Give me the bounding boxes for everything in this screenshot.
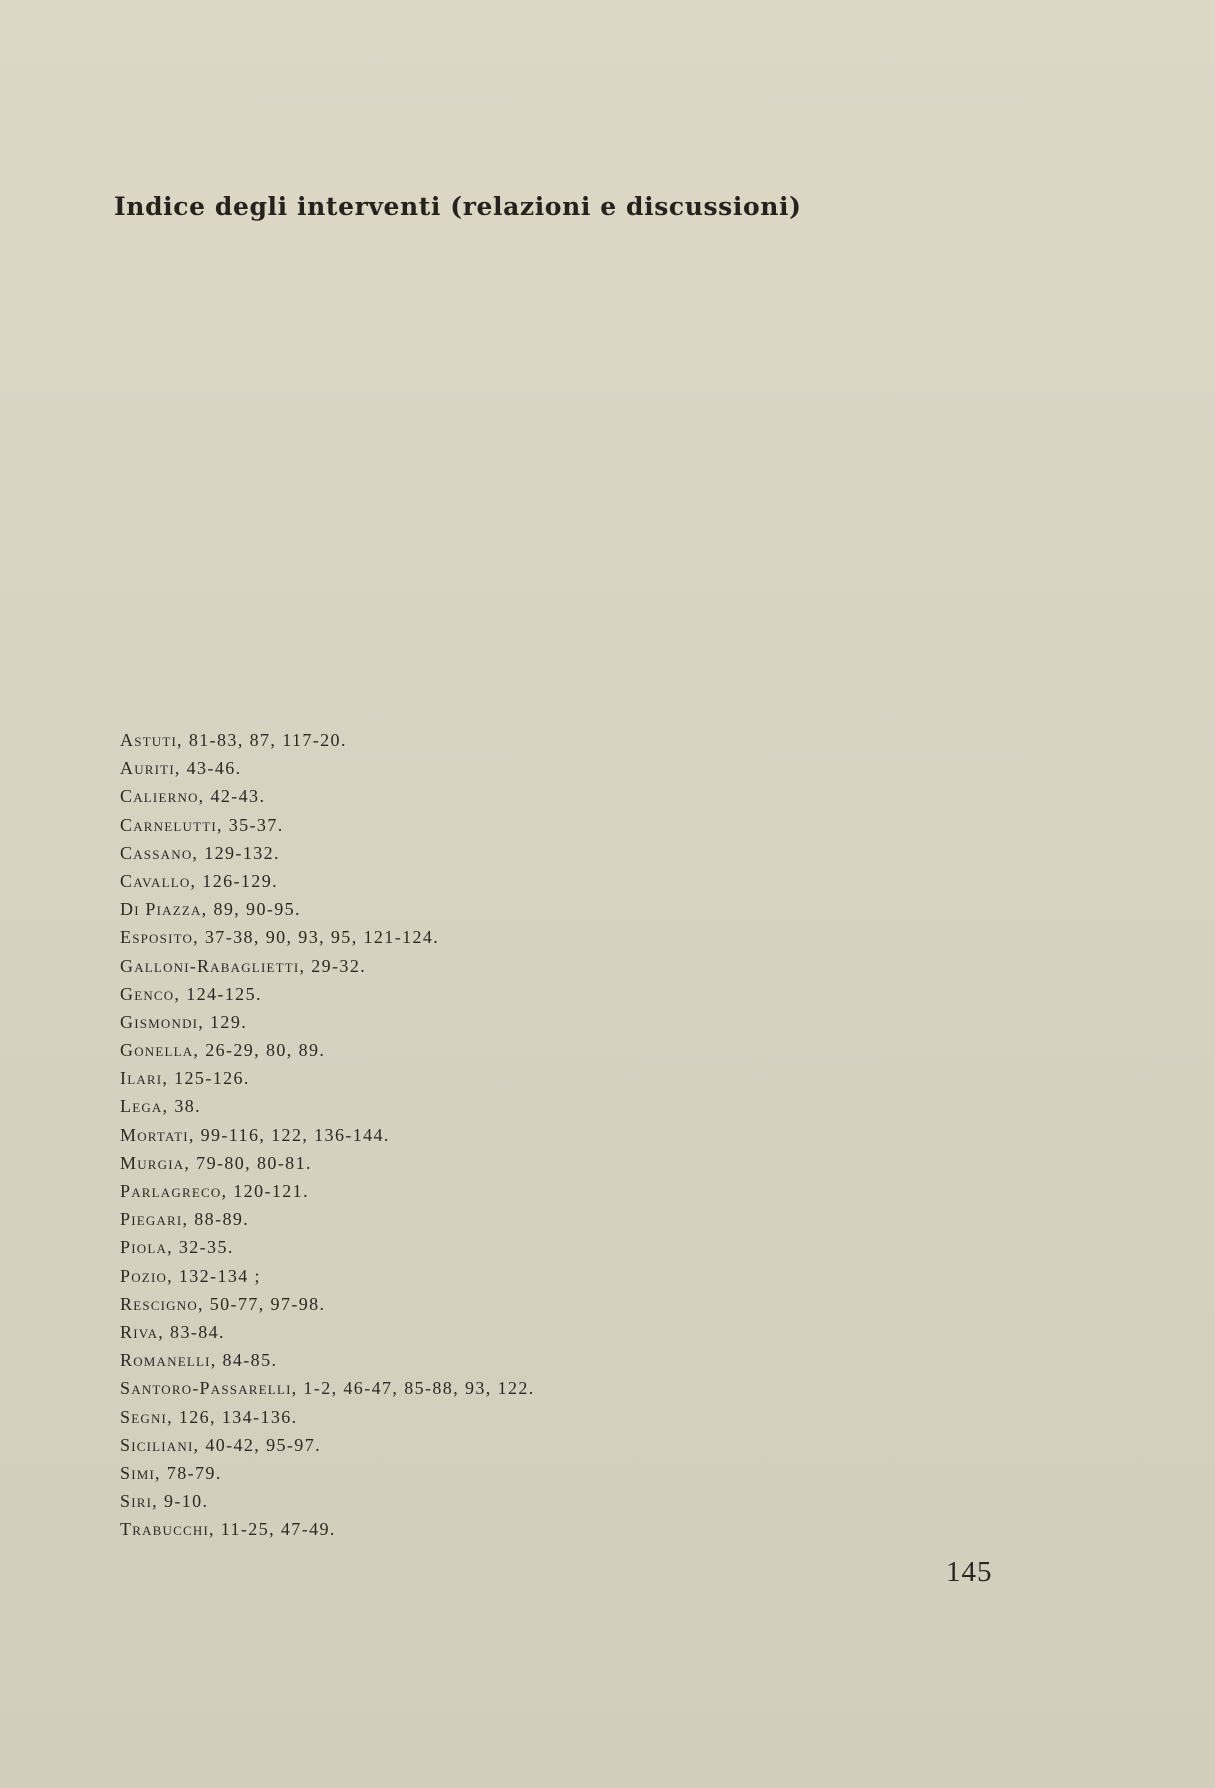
index-entry	[120, 1149, 535, 1177]
index-entry	[120, 952, 535, 980]
index-entry	[120, 1318, 535, 1346]
page-references: , 32-35.	[167, 1237, 234, 1258]
index-entry	[120, 1177, 535, 1205]
speaker-name: Santoro-Passarelli	[120, 1378, 292, 1399]
page-references: , 83-84.	[158, 1321, 225, 1342]
page-references: , 40-42, 95-97.	[193, 1434, 322, 1455]
speaker-name: Gonella	[120, 1040, 194, 1061]
page-references: , 89, 90-95.	[201, 899, 301, 920]
page-references: , 11-25, 47-49.	[208, 1519, 336, 1540]
page-references: , 43-46.	[174, 758, 242, 779]
index-entry	[120, 980, 535, 1008]
page-number: 145	[946, 1556, 993, 1588]
page-references: , 84-85.	[210, 1350, 278, 1371]
speaker-name: Rescigno	[120, 1293, 198, 1314]
page-references: , 37-38, 90, 93, 95, 121-124.	[193, 927, 440, 948]
speaker-name: Ilari	[120, 1068, 163, 1089]
page-references: , 79-80, 80-81.	[184, 1152, 312, 1173]
page-references: , 120-121.	[221, 1181, 309, 1201]
page-references: , 126, 134-136.	[167, 1406, 298, 1427]
speaker-name: Riva	[120, 1321, 159, 1342]
index-entry	[120, 1064, 535, 1092]
index-entry	[120, 1459, 535, 1487]
speaker-name: Lega	[120, 1096, 163, 1117]
page-references: , 125-126.	[162, 1068, 250, 1089]
page-references: , 124-125.	[174, 983, 262, 1004]
page-references: , 9-10.	[152, 1491, 209, 1512]
speaker-name: Simi	[120, 1462, 156, 1483]
index-entry	[120, 867, 535, 895]
page-references: , 78-79.	[155, 1462, 222, 1483]
index-entry	[120, 782, 535, 810]
speaker-name: Cavallo	[120, 870, 191, 891]
page-references: , 29-32.	[299, 955, 367, 976]
page-title: Indice degli interventi (relazioni e discussioni)	[114, 192, 802, 221]
index-entry	[120, 726, 535, 754]
index-entry	[120, 1092, 535, 1120]
page-references: , 38.	[162, 1096, 202, 1117]
page-references: , 1-2, 46-47, 85-88, 93, 122.	[291, 1378, 535, 1399]
page-references: , 42-43.	[198, 786, 266, 807]
index-entry	[120, 895, 535, 923]
speaker-name: Galloni-Rabaglietti	[120, 955, 300, 976]
speaker-name: Auriti	[120, 758, 175, 779]
page-references: , 50-77, 97-98.	[197, 1293, 326, 1314]
speaker-name: Genco	[120, 983, 175, 1004]
index-entry	[120, 839, 535, 867]
speaker-name: Calierno	[120, 786, 199, 807]
speaker-name: Murgia	[120, 1152, 185, 1173]
index-entry	[120, 754, 535, 782]
speaker-name: Esposito	[120, 927, 194, 948]
page-references: , 129.	[198, 1011, 248, 1032]
speaker-name: Gismondi	[120, 1011, 199, 1032]
index-entry	[120, 1262, 535, 1290]
page-references: , 88-89.	[182, 1209, 250, 1230]
index-entry	[120, 1403, 535, 1431]
index-entry	[120, 1036, 535, 1064]
index-entry	[120, 923, 535, 951]
speaker-name: Astuti	[120, 730, 178, 750]
page-references: , 126-129.	[190, 870, 278, 891]
page-references: , 99-116, 122, 136-144.	[188, 1124, 390, 1145]
index-entry	[120, 1431, 535, 1459]
page-references: , 35-37.	[216, 814, 284, 835]
speaker-name: Trabucchi	[120, 1519, 209, 1540]
speaker-name: Piola	[120, 1237, 168, 1258]
speaker-name: Siciliani	[120, 1434, 194, 1455]
index-entry	[120, 1515, 535, 1543]
page-references: , 81-83, 87, 117-20.	[177, 730, 347, 750]
index-entry	[120, 1233, 535, 1261]
index-entry	[120, 1487, 535, 1515]
index-entry	[120, 811, 535, 839]
index-entry	[120, 1290, 535, 1318]
speaker-name: Di Piazza	[120, 899, 202, 920]
speaker-name: Cassano	[120, 842, 193, 863]
speaker-name: Carnelutti	[120, 814, 217, 835]
speaker-name: Pozio	[120, 1265, 168, 1286]
index-entry	[120, 1205, 535, 1233]
speaker-name: Parlagreco	[120, 1181, 222, 1201]
page-references: , 129-132.	[192, 842, 280, 863]
speaker-index-list	[120, 726, 535, 1543]
speaker-name: Romanelli	[120, 1350, 211, 1371]
speaker-name: Siri	[120, 1491, 153, 1512]
index-entry	[120, 1008, 535, 1036]
page-references: , 26-29, 80, 89.	[193, 1040, 326, 1061]
index-entry	[120, 1346, 535, 1374]
speaker-name: Piegari	[120, 1209, 183, 1230]
index-entry	[120, 1121, 535, 1149]
page-references: , 132-134 ;	[167, 1265, 261, 1286]
speaker-name: Mortati	[120, 1124, 189, 1145]
index-entry	[120, 1374, 535, 1402]
speaker-name: Segni	[120, 1406, 168, 1427]
